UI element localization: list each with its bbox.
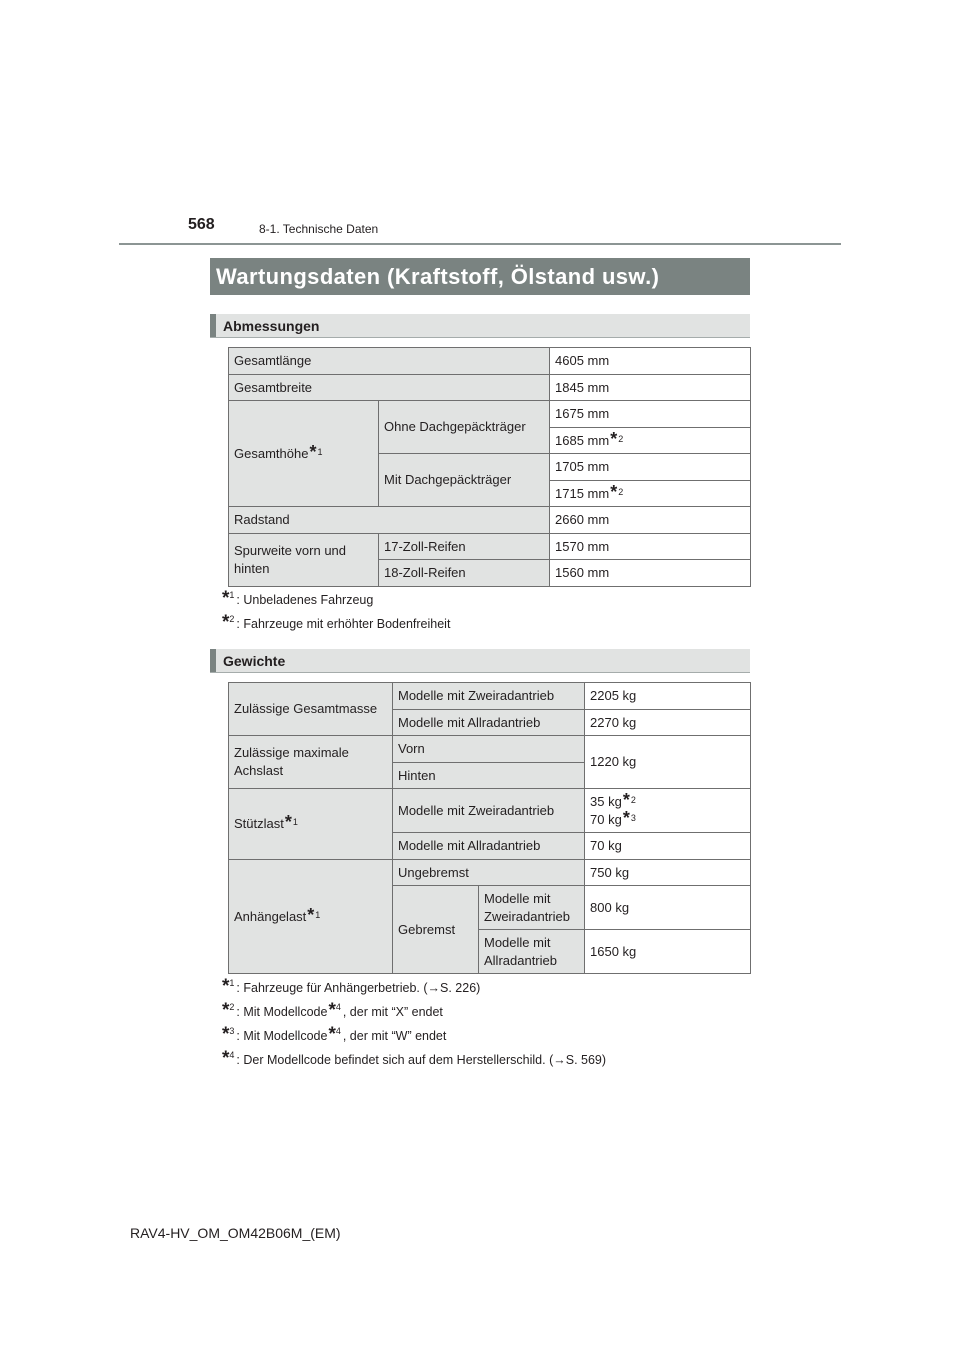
asterisk-icon: * <box>222 976 230 997</box>
asterisk-icon: * <box>622 807 630 828</box>
asterisk-icon: * <box>222 1048 230 1069</box>
label-cell: Modelle mit Zweiradantrieb <box>393 683 585 710</box>
label-cell: Zulässige Gesamtmasse <box>229 683 393 736</box>
value-text: 1715 mm <box>555 485 610 501</box>
table-row <box>229 534 751 560</box>
footnote-mark: 3 <box>229 1026 235 1036</box>
label-cell: Radstand <box>229 507 550 534</box>
footnote-text: , der mit “X” endet <box>342 1005 443 1019</box>
value-cell: 1560 mm <box>550 560 751 587</box>
footnote-ref: 2 <box>618 433 624 444</box>
table-row <box>229 683 751 710</box>
asterisk-icon: * <box>309 441 317 462</box>
footnote-mark: 2 <box>229 1002 235 1012</box>
label-cell-gesamthoehe <box>229 401 379 507</box>
section-heading-gewichte: Gewichte <box>210 649 750 673</box>
asterisk-icon: * <box>222 612 230 633</box>
value-cell <box>550 481 751 507</box>
value-cell: 750 kg <box>585 860 751 886</box>
value-cell: 1845 mm <box>550 375 751 401</box>
footnote-ref: 1 <box>315 909 321 920</box>
value-cell: 1705 mm <box>550 454 751 481</box>
label-cell: Ungebremst <box>393 860 585 886</box>
footnote-text: : Fahrzeuge für Anhängerbetrieb. (→S. 226) <box>236 981 481 995</box>
value-cell: 1570 mm <box>550 534 751 560</box>
label-cell: Mit Dachgepäckträger <box>379 454 550 507</box>
footnote-text: : Mit Modellcode <box>236 1029 328 1043</box>
asterisk-icon: * <box>222 1000 230 1021</box>
value-cell: 70 kg <box>585 833 751 860</box>
asterisk-icon: * <box>328 1000 336 1021</box>
footnote-ref: 4 <box>335 1026 341 1036</box>
asterisk-icon: * <box>222 1024 230 1045</box>
footnote-mark: 1 <box>229 978 235 988</box>
label-cell: 17-Zoll-Reifen <box>379 534 550 560</box>
label-cell-anhaengelast <box>229 860 393 974</box>
label-cell: Vorn <box>393 736 585 763</box>
footnote <box>221 976 481 997</box>
table-row <box>229 348 751 375</box>
footnote-mark: 1 <box>229 590 235 600</box>
footnote <box>221 1000 443 1021</box>
label-text: Gesamthöhe <box>234 445 309 461</box>
footnote-ref: 2 <box>618 486 624 497</box>
value-cell: 1650 kg <box>585 930 751 974</box>
value-cell: 2660 mm <box>550 507 751 534</box>
asterisk-icon: * <box>284 812 292 832</box>
footnote-text: : Fahrzeuge mit erhöhter Bodenfreiheit <box>236 617 451 631</box>
asterisk-icon: * <box>610 428 618 449</box>
header-rule <box>119 243 841 245</box>
label-cell: Modelle mit Allradantrieb <box>479 930 585 974</box>
value-line <box>590 807 745 829</box>
footnote-ref: 4 <box>335 1002 341 1012</box>
value-cell: 4605 mm <box>550 348 751 375</box>
label-text: Stützlast <box>234 816 284 831</box>
label-cell: 18-Zoll-Reifen <box>379 560 550 587</box>
page-number: 568 <box>188 216 215 233</box>
value-cell: 1675 mm <box>550 401 751 428</box>
footnote-ref: 1 <box>317 446 323 457</box>
table-row <box>229 860 751 886</box>
footnote-ref: 2 <box>630 794 636 805</box>
label-cell: Modelle mit Zweiradantrieb <box>479 886 585 930</box>
table-row <box>229 507 751 534</box>
value-cell: 1220 kg <box>585 736 751 789</box>
label-cell-stuetzlast <box>229 789 393 860</box>
label-cell: Ohne Dachgepäckträger <box>379 401 550 454</box>
section-heading-abmessungen: Abmessungen <box>210 314 750 338</box>
footnote-ref: 1 <box>292 817 298 827</box>
value-text: 35 kg <box>590 793 622 809</box>
footnote <box>221 1024 447 1045</box>
weights-table <box>228 682 751 974</box>
table-row <box>229 736 751 763</box>
value-text: 70 kg <box>590 811 622 827</box>
footnote-text: , der mit “W” endet <box>342 1029 447 1043</box>
asterisk-icon: * <box>610 481 618 502</box>
label-cell: Modelle mit Allradantrieb <box>393 710 585 736</box>
value-cell <box>585 789 751 833</box>
chapter-title: 8-1. Technische Daten <box>259 222 379 236</box>
table-row <box>229 789 751 833</box>
asterisk-icon: * <box>622 789 630 810</box>
label-cell: Gesamtlänge <box>229 348 550 375</box>
label-cell: Zulässige maximale Achslast <box>229 736 393 789</box>
label-cell: Spurweite vorn und hinten <box>229 534 379 587</box>
label-cell: Gebremst <box>393 886 479 974</box>
label-cell: Gesamtbreite <box>229 375 550 401</box>
label-cell: Hinten <box>393 763 585 789</box>
asterisk-icon: * <box>222 588 230 609</box>
footnote-text: : Der Modellcode befindet sich auf dem Herstellerschild. (→S. 569) <box>236 1053 607 1067</box>
footer-doc-id: RAV4-HV_OM_OM42B06M_(EM) <box>130 1225 341 1241</box>
asterisk-icon: * <box>328 1024 336 1045</box>
label-cell: Modelle mit Zweiradantrieb <box>393 789 585 833</box>
footnote-text: : Unbeladenes Fahrzeug <box>236 593 374 607</box>
value-text: 1685 mm <box>555 432 610 448</box>
table-row <box>229 401 751 428</box>
footnote-text: : Mit Modellcode <box>236 1005 328 1019</box>
footnote <box>221 588 374 609</box>
value-cell: 2205 kg <box>585 683 751 710</box>
label-text: Anhängelast <box>234 908 307 924</box>
main-title: Wartungsdaten (Kraftstoff, Ölstand usw.) <box>210 258 750 295</box>
table-row <box>229 375 751 401</box>
value-cell <box>550 428 751 454</box>
value-cell: 2270 kg <box>585 710 751 736</box>
footnote <box>221 612 451 633</box>
dimensions-table <box>228 347 751 587</box>
footnote-mark: 4 <box>229 1050 235 1060</box>
value-cell: 800 kg <box>585 886 751 930</box>
footnote-ref: 3 <box>630 812 636 823</box>
asterisk-icon: * <box>307 904 315 925</box>
value-line <box>590 789 745 811</box>
label-cell: Modelle mit Allradantrieb <box>393 833 585 860</box>
footnote <box>221 1048 607 1069</box>
footnote-mark: 2 <box>229 614 235 624</box>
